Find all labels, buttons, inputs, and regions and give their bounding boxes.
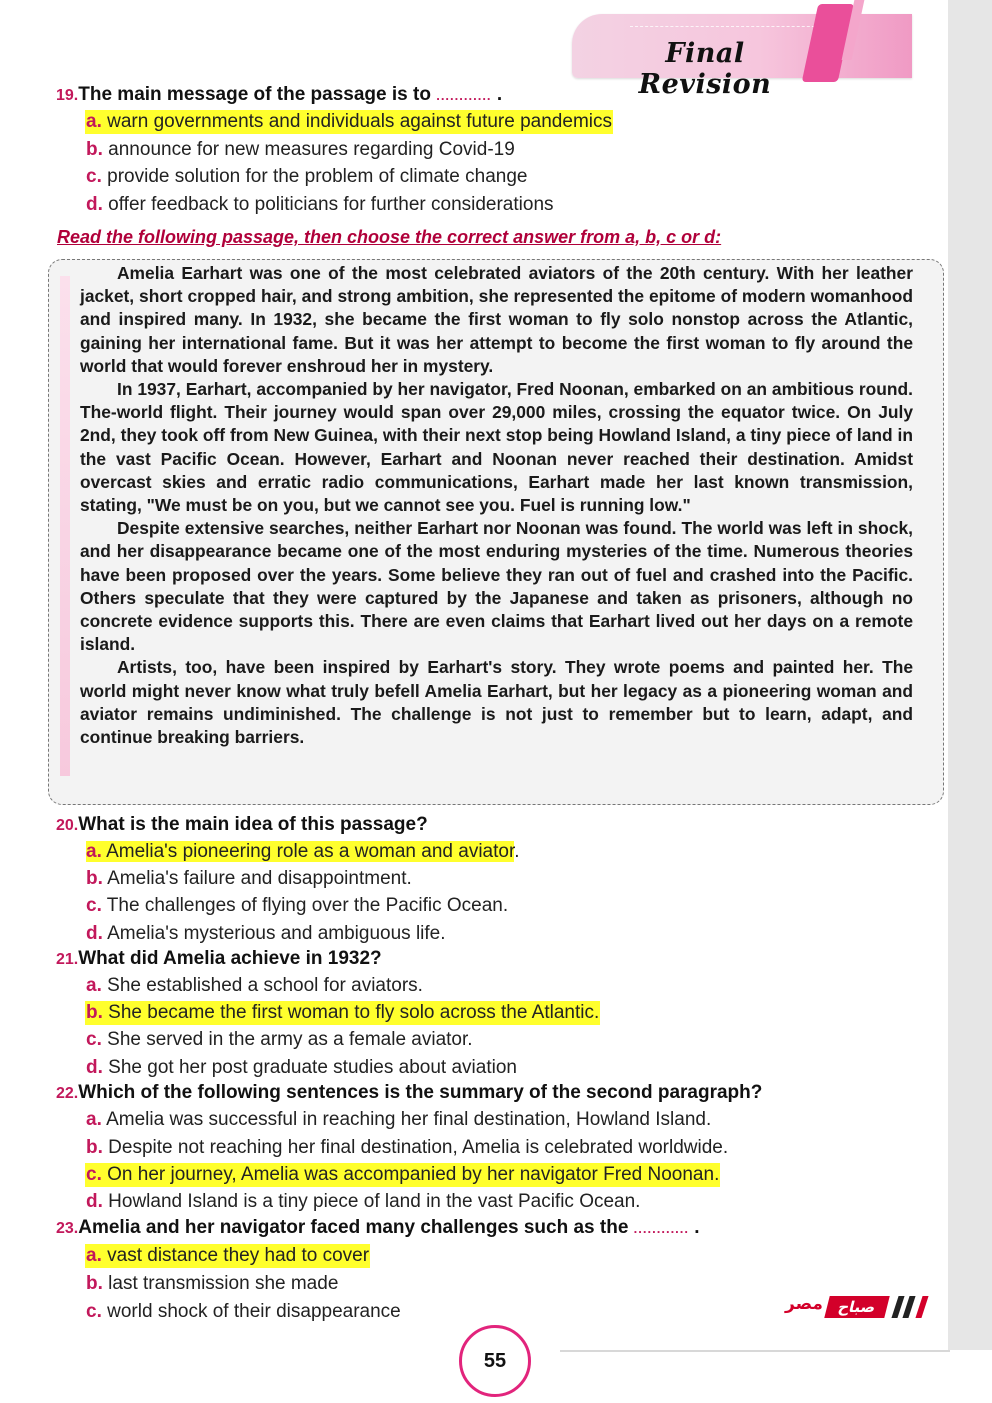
option-letter: b. xyxy=(86,139,103,160)
option-text: Amelia's mysterious and ambiguous life. xyxy=(107,923,446,944)
option-20b[interactable] xyxy=(85,867,413,891)
question-text: Which of the following sentences is the summary of the second paragraph? xyxy=(78,1082,763,1103)
option-letter: c. xyxy=(86,1029,102,1050)
option-23a[interactable] xyxy=(85,1244,370,1268)
question-21 xyxy=(56,948,382,970)
option-20d[interactable] xyxy=(85,922,447,946)
passage-paragraph-1: Amelia Earhart was one of the most celebrated aviators of the 20th century. With her leather jacket, short cropped hair, and strong ambition, she represented the epitome of modern womanhood and inspired many. In 1932, she became the first woman to fly solo nonstop across the Atlantic, gaining her international fame. But it was her attempt to become the first woman to fly around the world that would forever enshroud her in mystery. xyxy=(80,263,913,376)
question-text: What did Amelia achieve in 1932? xyxy=(78,948,382,969)
option-text: offer feedback to politicians for further considerations xyxy=(108,194,554,215)
logo-word-masr: مصر xyxy=(785,1294,823,1314)
passage-paragraph-4: Artists, too, have been inspired by Earhart's story. They wrote poems and painted her. The world might never know what truly befell Amelia Earhart, but her legacy as a pioneering woman and aviator remains undiminished. The challenge is not just to remember but to learn, adapt, and continue breaking barriers. xyxy=(80,657,913,748)
option-22a[interactable] xyxy=(85,1108,712,1132)
option-text: On her journey, Amelia was accompanied by her navigator Fred Noonan. xyxy=(107,1164,720,1185)
option-letter: b. xyxy=(86,1137,103,1158)
option-text: The challenges of flying over the Pacific Ocean. xyxy=(106,895,509,916)
question-number: 19. xyxy=(56,87,79,104)
option-20a[interactable] xyxy=(85,840,521,864)
banner-title: Final Revision xyxy=(638,38,772,100)
option-19b[interactable] xyxy=(85,138,516,162)
right-margin-band xyxy=(948,0,992,1403)
logo-word-sabah: صباح xyxy=(824,1296,889,1318)
option-22d[interactable] xyxy=(85,1190,641,1214)
option-21a[interactable] xyxy=(85,974,424,998)
option-letter: c. xyxy=(86,895,102,916)
option-22b[interactable] xyxy=(85,1136,729,1160)
option-letter: d. xyxy=(86,1191,103,1212)
page-number: 55 xyxy=(459,1325,531,1397)
question-number: 20. xyxy=(56,817,79,834)
option-text: provide solution for the problem of climate change xyxy=(107,166,528,187)
option-text: She served in the army as a female aviator. xyxy=(107,1029,473,1050)
question-text: Amelia and her navigator faced many challenges such as the xyxy=(78,1217,629,1238)
logo-bar xyxy=(915,1296,928,1318)
question-19 xyxy=(56,84,502,106)
option-text: Despite not reaching her final destination, Amelia is celebrated worldwide. xyxy=(108,1137,729,1158)
option-letter: c. xyxy=(86,166,102,187)
option-text: warn governments and individuals against future pandemics xyxy=(107,111,612,132)
banner-decoration xyxy=(630,26,830,29)
option-letter: d. xyxy=(86,923,103,944)
option-letter: d. xyxy=(86,1057,103,1078)
option-text: vast distance they had to cover xyxy=(107,1245,370,1266)
option-23b[interactable] xyxy=(85,1272,339,1296)
option-letter: a. xyxy=(86,975,102,996)
question-text: What is the main idea of this passage? xyxy=(78,814,428,835)
option-text: She established a school for aviators. xyxy=(107,975,423,996)
option-letter: a. xyxy=(86,111,102,132)
question-number: 21. xyxy=(56,951,79,968)
option-23c[interactable] xyxy=(85,1300,402,1324)
question-number: 22. xyxy=(56,1085,79,1102)
question-number: 23. xyxy=(56,1220,79,1237)
option-text: Howland Island is a tiny piece of land in the vast Pacific Ocean. xyxy=(108,1191,641,1212)
passage-paragraph-3: Despite extensive searches, neither Earhart nor Noonan was found. The world was left in shock, and her disappearance became one of the most enduring mysteries of the time. Numerous theories have been proposed over the years. Some believe they ran out of fuel and crashed into the Pacific. Others speculate that they were captured by the Japanese and taken as prisoners, although no concrete evidence supports this. There are even claims that Earhart lived out her days on a remote island. xyxy=(80,518,913,655)
question-22 xyxy=(56,1082,762,1104)
option-19a[interactable] xyxy=(85,110,613,134)
option-letter: b. xyxy=(86,1002,103,1023)
option-letter: b. xyxy=(86,868,103,889)
option-text: announce for new measures regarding Covid-19 xyxy=(108,139,515,160)
option-letter: a. xyxy=(86,841,102,862)
passage-paragraph-2: In 1937, Earhart, accompanied by her navigator, Fred Noonan, embarked on an ambitious round. The-world flight. Their journey would span over 29,000 miles, crossing the equator twice. On July 2nd, they took off from New Guinea, with their next stop being Howland Island, a tiny piece of land in the vast Pacific Ocean. However, Earhart and Noonan never reached their destination. Amidst overcast skies and erratic radio communications, Earhart made her last known transmission, stating, "We must be on you, but we cannot see you. Fuel is running low." xyxy=(80,379,913,516)
option-text: Amelia was successful in reaching her final destination, Howland Island. xyxy=(106,1109,712,1130)
option-20c[interactable] xyxy=(85,894,509,918)
option-text: She got her post graduate studies about aviation xyxy=(108,1057,517,1078)
answer-blank: ............ xyxy=(633,1221,690,1236)
option-21d[interactable] xyxy=(85,1056,518,1080)
question-20 xyxy=(56,814,428,836)
logo-bar xyxy=(902,1296,915,1318)
option-19c[interactable] xyxy=(85,165,529,189)
option-22c[interactable] xyxy=(85,1163,720,1187)
option-letter: d. xyxy=(86,194,103,215)
passage-instruction: Read the following passage, then choose the correct answer from a, b, c or d: xyxy=(57,227,722,247)
option-text: She became the first woman to fly solo across the Atlantic. xyxy=(108,1002,600,1023)
option-letter: a. xyxy=(86,1245,102,1266)
option-text: Amelia's failure and disappointment. xyxy=(107,868,412,889)
option-text: Amelia's pioneering role as a woman and aviator xyxy=(106,841,515,862)
question-end: . xyxy=(694,1217,700,1238)
reading-passage xyxy=(80,262,913,749)
option-letter: c. xyxy=(86,1164,102,1185)
option-19d[interactable] xyxy=(85,193,555,217)
option-text: world shock of their disappearance xyxy=(107,1301,401,1322)
question-23 xyxy=(56,1217,700,1239)
option-21b[interactable] xyxy=(85,1001,600,1025)
option-letter: b. xyxy=(86,1273,103,1294)
publisher-logo xyxy=(785,1294,937,1320)
option-letter: c. xyxy=(86,1301,102,1322)
question-end: . xyxy=(496,84,503,105)
answer-blank: ............ xyxy=(436,88,492,103)
option-21c[interactable] xyxy=(85,1028,474,1052)
option-trailing-period: . xyxy=(514,841,520,862)
option-text: last transmission she made xyxy=(108,1273,339,1294)
question-text: The main message of the passage is to xyxy=(78,84,431,105)
option-letter: a. xyxy=(86,1109,102,1130)
passage-side-bar xyxy=(60,276,70,776)
